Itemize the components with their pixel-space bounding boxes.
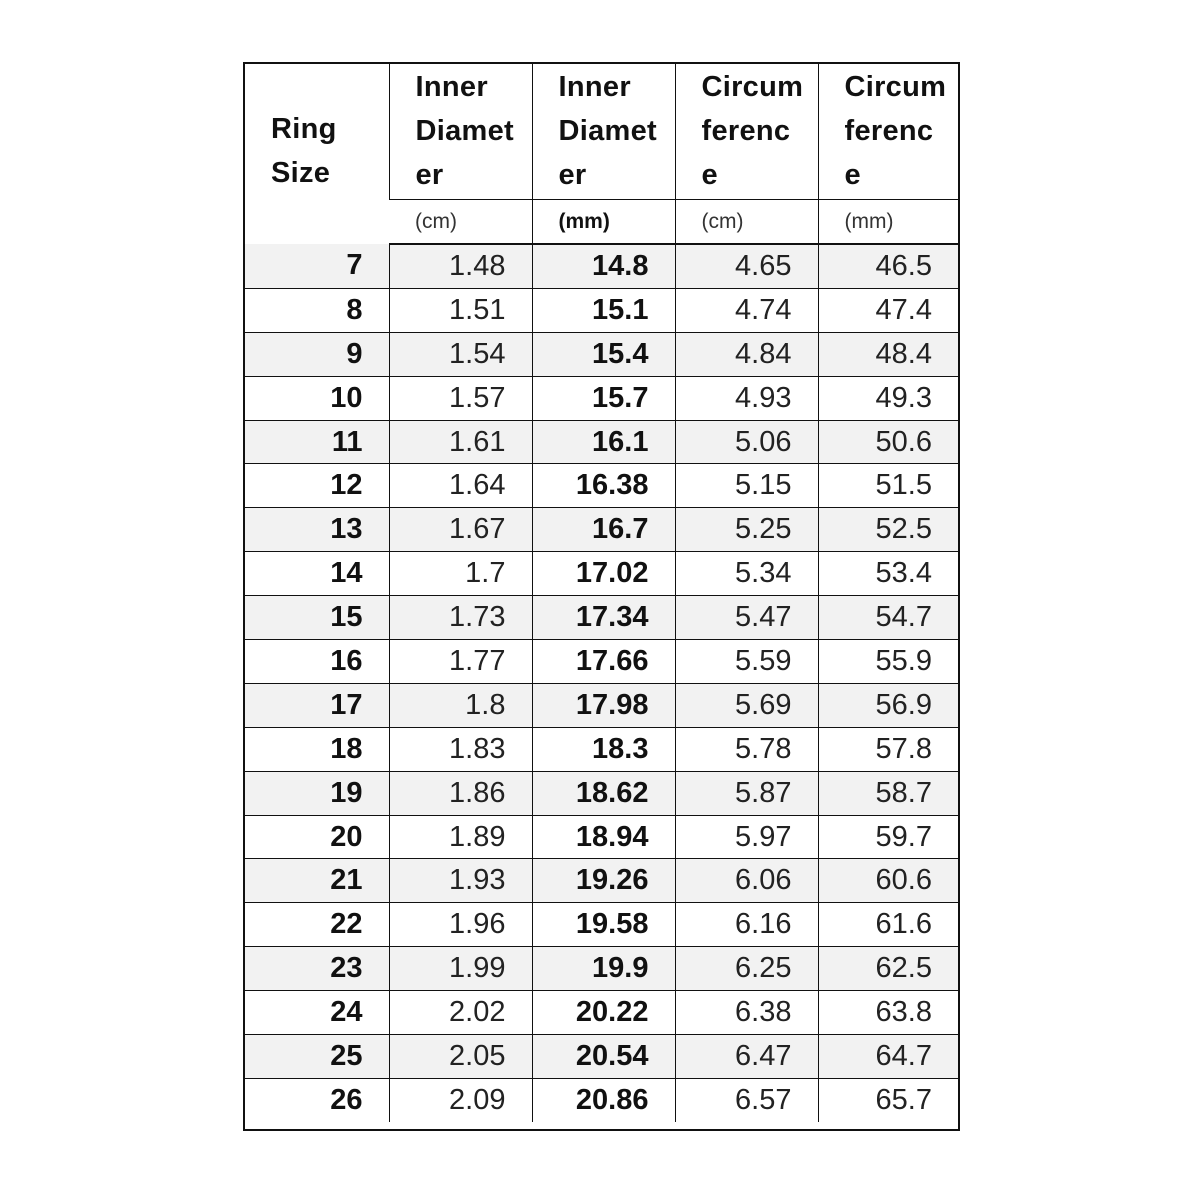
cell-circumference-cm: 5.78: [675, 727, 818, 771]
cell-inner-diameter-mm: 16.1: [532, 420, 675, 464]
cell-inner-diameter-mm: 18.62: [532, 771, 675, 815]
table-row: [245, 420, 958, 464]
cell-circumference-cm: 6.06: [675, 859, 818, 903]
header-circumference-mm-line-1: Circum: [844, 71, 947, 103]
cell-inner-diameter-cm: 1.54: [389, 332, 532, 376]
table-row: [245, 1035, 958, 1079]
cell-circumference-mm: 54.7: [818, 596, 958, 640]
cell-inner-diameter-mm: 18.3: [532, 727, 675, 771]
table-row: [245, 640, 958, 684]
cell-circumference-cm: 4.93: [675, 376, 818, 420]
header-inner-diameter-cm-line-3: er: [415, 159, 444, 191]
cell-circumference-mm: 53.4: [818, 552, 958, 596]
cell-inner-diameter-mm: 20.22: [532, 991, 675, 1035]
cell-inner-diameter-cm: 1.7: [389, 552, 532, 596]
header-ring-size-line-2: Size: [271, 157, 331, 189]
cell-circumference-mm: 50.6: [818, 420, 958, 464]
cell-inner-diameter-mm: 15.7: [532, 376, 675, 420]
cell-circumference-mm: 64.7: [818, 1035, 958, 1079]
cell-inner-diameter-cm: 1.89: [389, 815, 532, 859]
cell-inner-diameter-cm: 2.02: [389, 991, 532, 1035]
cell-inner-diameter-mm: 16.7: [532, 508, 675, 552]
cell-inner-diameter-mm: 17.98: [532, 683, 675, 727]
cell-circumference-cm: 5.69: [675, 683, 818, 727]
cell-ring-size: 10: [245, 376, 389, 420]
header-circumference-cm-line-1: Circum: [701, 71, 804, 103]
cell-circumference-mm: 48.4: [818, 332, 958, 376]
cell-inner-diameter-cm: 1.51: [389, 288, 532, 332]
cell-ring-size: 25: [245, 1035, 389, 1079]
cell-circumference-cm: 5.59: [675, 640, 818, 684]
cell-inner-diameter-cm: 1.93: [389, 859, 532, 903]
header-ring-size-line-1: Ring: [271, 113, 337, 145]
cell-circumference-cm: 4.84: [675, 332, 818, 376]
table-row: [245, 332, 958, 376]
table-row: [245, 815, 958, 859]
cell-circumference-cm: 4.74: [675, 288, 818, 332]
cell-ring-size: 22: [245, 903, 389, 947]
cell-circumference-cm: 5.15: [675, 464, 818, 508]
table-row: [245, 771, 958, 815]
cell-inner-diameter-cm: 1.77: [389, 640, 532, 684]
cell-inner-diameter-cm: 1.96: [389, 903, 532, 947]
cell-ring-size: 15: [245, 596, 389, 640]
cell-ring-size: 17: [245, 683, 389, 727]
cell-ring-size: 12: [245, 464, 389, 508]
header-inner-diameter-cm-line-2: Diamet: [415, 115, 514, 147]
cell-circumference-mm: 47.4: [818, 288, 958, 332]
cell-inner-diameter-mm: 20.86: [532, 1078, 675, 1121]
cell-inner-diameter-mm: 20.54: [532, 1035, 675, 1079]
cell-ring-size: 13: [245, 508, 389, 552]
cell-circumference-mm: 65.7: [818, 1078, 958, 1121]
table-row: [245, 376, 958, 420]
cell-circumference-mm: 49.3: [818, 376, 958, 420]
cell-circumference-cm: 5.97: [675, 815, 818, 859]
table-row: [245, 288, 958, 332]
cell-inner-diameter-cm: 1.86: [389, 771, 532, 815]
cell-inner-diameter-mm: 16.38: [532, 464, 675, 508]
cell-ring-size: 26: [245, 1078, 389, 1121]
table-row: [245, 596, 958, 640]
table-row: [245, 991, 958, 1035]
cell-circumference-cm: 5.34: [675, 552, 818, 596]
cell-ring-size: 21: [245, 859, 389, 903]
header-circumference-mm-line-3: e: [844, 159, 861, 191]
header-inner-diameter-cm: [389, 64, 532, 200]
cell-circumference-mm: 58.7: [818, 771, 958, 815]
table-row: [245, 552, 958, 596]
cell-inner-diameter-mm: 14.8: [532, 244, 675, 288]
header-inner-diameter-mm: [532, 64, 675, 200]
ring-size-chart: [243, 62, 960, 1131]
table-row: [245, 244, 958, 288]
cell-circumference-mm: 57.8: [818, 727, 958, 771]
header-inner-diameter-mm-line-2: Diamet: [558, 115, 657, 147]
cell-ring-size: 14: [245, 552, 389, 596]
cell-circumference-cm: 6.57: [675, 1078, 818, 1121]
cell-circumference-mm: 51.5: [818, 464, 958, 508]
cell-ring-size: 23: [245, 947, 389, 991]
table-row: [245, 727, 958, 771]
header-circumference-cm-line-3: e: [701, 159, 718, 191]
header-row: [245, 64, 958, 200]
cell-circumference-cm: 6.25: [675, 947, 818, 991]
cell-circumference-cm: 5.47: [675, 596, 818, 640]
table-row: [245, 683, 958, 727]
cell-circumference-cm: 6.16: [675, 903, 818, 947]
table-row: [245, 947, 958, 991]
cell-circumference-mm: 56.9: [818, 683, 958, 727]
cell-ring-size: 24: [245, 991, 389, 1035]
table-row: [245, 859, 958, 903]
cell-circumference-mm: 62.5: [818, 947, 958, 991]
table-row: [245, 508, 958, 552]
table-row: [245, 464, 958, 508]
cell-circumference-mm: 63.8: [818, 991, 958, 1035]
header-inner-diameter-cm-line-1: Inner: [415, 71, 488, 103]
header-circumference-cm-line-2: ferenc: [701, 115, 791, 147]
cell-inner-diameter-cm: 1.83: [389, 727, 532, 771]
cell-circumference-cm: 6.47: [675, 1035, 818, 1079]
cell-circumference-mm: 55.9: [818, 640, 958, 684]
cell-ring-size: 18: [245, 727, 389, 771]
cell-inner-diameter-cm: 1.61: [389, 420, 532, 464]
cell-ring-size: 9: [245, 332, 389, 376]
header-inner-diameter-mm-line-1: Inner: [558, 71, 631, 103]
header-ring-size: [245, 64, 389, 244]
cell-inner-diameter-cm: 1.8: [389, 683, 532, 727]
cell-circumference-cm: 5.87: [675, 771, 818, 815]
cell-inner-diameter-cm: 2.05: [389, 1035, 532, 1079]
cell-ring-size: 19: [245, 771, 389, 815]
cell-inner-diameter-cm: 1.99: [389, 947, 532, 991]
cell-ring-size: 7: [245, 244, 389, 288]
cell-inner-diameter-cm: 1.73: [389, 596, 532, 640]
cell-circumference-cm: 5.06: [675, 420, 818, 464]
cell-circumference-cm: 4.65: [675, 244, 818, 288]
cell-ring-size: 16: [245, 640, 389, 684]
cell-inner-diameter-cm: 1.67: [389, 508, 532, 552]
header-inner-diameter-mm-line-3: er: [558, 159, 587, 191]
cell-circumference-mm: 59.7: [818, 815, 958, 859]
header-circumference-mm: [818, 64, 958, 200]
cell-circumference-cm: 6.38: [675, 991, 818, 1035]
cell-ring-size: 8: [245, 288, 389, 332]
cell-circumference-mm: 52.5: [818, 508, 958, 552]
table-row: [245, 903, 958, 947]
cell-inner-diameter-cm: 1.48: [389, 244, 532, 288]
cell-ring-size: 20: [245, 815, 389, 859]
unit-inner-diameter-mm: (mm): [532, 200, 675, 245]
cell-inner-diameter-cm: 1.57: [389, 376, 532, 420]
cell-inner-diameter-mm: 19.9: [532, 947, 675, 991]
cell-inner-diameter-mm: 19.26: [532, 859, 675, 903]
header-circumference-cm: [675, 64, 818, 200]
cell-circumference-mm: 60.6: [818, 859, 958, 903]
table-body: [245, 244, 958, 1122]
cell-inner-diameter-mm: 17.66: [532, 640, 675, 684]
cell-circumference-mm: 46.5: [818, 244, 958, 288]
cell-inner-diameter-cm: 2.09: [389, 1078, 532, 1121]
header-circumference-mm-line-2: ferenc: [844, 115, 934, 147]
table-row: [245, 1078, 958, 1121]
cell-inner-diameter-mm: 19.58: [532, 903, 675, 947]
cell-inner-diameter-mm: 15.4: [532, 332, 675, 376]
cell-ring-size: 11: [245, 420, 389, 464]
unit-inner-diameter-cm: (cm): [389, 200, 532, 245]
unit-circumference-mm: (mm): [818, 200, 958, 245]
cell-inner-diameter-cm: 1.64: [389, 464, 532, 508]
cell-inner-diameter-mm: 18.94: [532, 815, 675, 859]
cell-inner-diameter-mm: 17.02: [532, 552, 675, 596]
cell-inner-diameter-mm: 15.1: [532, 288, 675, 332]
cell-circumference-mm: 61.6: [818, 903, 958, 947]
unit-circumference-cm: (cm): [675, 200, 818, 245]
cell-circumference-cm: 5.25: [675, 508, 818, 552]
ring-size-table: [245, 64, 958, 1122]
cell-inner-diameter-mm: 17.34: [532, 596, 675, 640]
